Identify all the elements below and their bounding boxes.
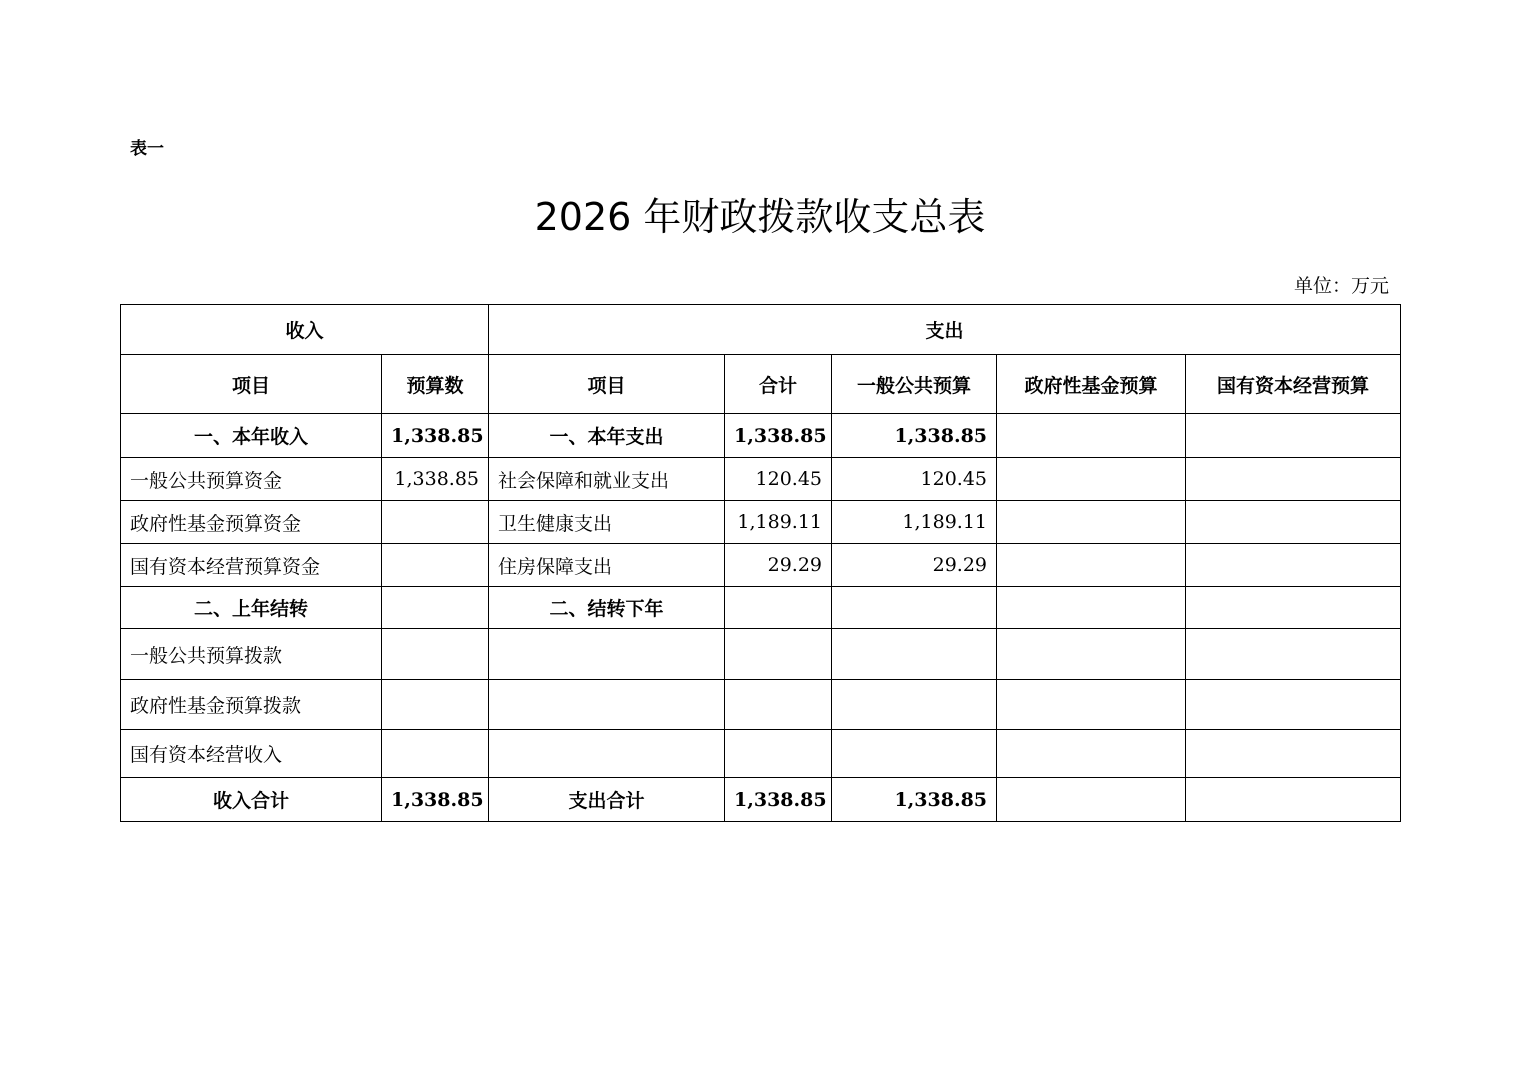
table-row xyxy=(121,501,1401,544)
state-capital-cell xyxy=(1186,458,1401,501)
gov-fund-cell xyxy=(997,544,1186,587)
table-row xyxy=(121,544,1401,587)
expense-total-cell xyxy=(725,730,832,778)
table-row xyxy=(121,629,1401,680)
income-group-header: 收入 xyxy=(121,305,489,355)
column-header-row xyxy=(121,355,1401,414)
unit-label: 单位：万元 xyxy=(1293,275,1389,297)
table-row xyxy=(121,458,1401,501)
income-item-cell: 国有资本经营预算资金 xyxy=(121,544,382,587)
income-budget-cell: 1,338.85 xyxy=(382,458,489,501)
expense-total-cell: 1,338.85 xyxy=(725,414,832,458)
income-item-cell: 国有资本经营收入 xyxy=(121,730,382,778)
expense-total-label: 支出合计 xyxy=(489,778,725,822)
general-public-cell xyxy=(832,730,997,778)
income-item-cell: 二、上年结转 xyxy=(121,587,382,629)
income-budget-cell xyxy=(382,587,489,629)
income-total-value: 1,338.85 xyxy=(382,778,489,822)
table-row xyxy=(121,587,1401,629)
page-title: 2026 年财政拨款收支总表 xyxy=(534,195,986,239)
general-public-cell: 1,189.11 xyxy=(832,501,997,544)
income-budget-cell xyxy=(382,680,489,730)
state-capital-cell xyxy=(1186,501,1401,544)
general-public-cell: 29.29 xyxy=(832,544,997,587)
expense-total-cell xyxy=(725,629,832,680)
gov-fund-cell xyxy=(997,730,1186,778)
general-public-total: 1,338.85 xyxy=(832,778,997,822)
table-label: 表一 xyxy=(130,139,164,159)
gov-fund-cell xyxy=(997,680,1186,730)
expense-item-cell xyxy=(489,730,725,778)
gov-fund-cell xyxy=(997,414,1186,458)
general-public-cell xyxy=(832,680,997,730)
expense-item-cell: 一、本年支出 xyxy=(489,414,725,458)
gov-fund-cell xyxy=(997,587,1186,629)
col-header-expense-item: 项目 xyxy=(489,355,725,414)
state-capital-cell xyxy=(1186,414,1401,458)
income-budget-cell xyxy=(382,501,489,544)
expense-total-cell: 1,189.11 xyxy=(725,501,832,544)
total-row xyxy=(121,778,1401,822)
expense-item-cell xyxy=(489,680,725,730)
state-capital-cell xyxy=(1186,680,1401,730)
income-total-label: 收入合计 xyxy=(121,778,382,822)
expense-total-cell xyxy=(725,680,832,730)
col-header-general-public: 一般公共预算 xyxy=(832,355,997,414)
income-item-cell: 政府性基金预算资金 xyxy=(121,501,382,544)
col-header-income-item: 项目 xyxy=(121,355,382,414)
general-public-cell xyxy=(832,629,997,680)
state-capital-cell xyxy=(1186,544,1401,587)
income-item-cell: 一般公共预算拨款 xyxy=(121,629,382,680)
table-row xyxy=(121,680,1401,730)
income-budget-cell xyxy=(382,730,489,778)
income-budget-cell xyxy=(382,629,489,680)
expense-item-cell: 卫生健康支出 xyxy=(489,501,725,544)
gov-fund-cell xyxy=(997,501,1186,544)
expense-group-header: 支出 xyxy=(489,305,1401,355)
income-budget-cell xyxy=(382,544,489,587)
col-header-gov-fund: 政府性基金预算 xyxy=(997,355,1186,414)
budget-table xyxy=(120,304,1401,822)
general-public-cell: 120.45 xyxy=(832,458,997,501)
table-row xyxy=(121,414,1401,458)
expense-item-cell xyxy=(489,629,725,680)
state-capital-cell xyxy=(1186,730,1401,778)
expense-total-value: 1,338.85 xyxy=(725,778,832,822)
state-capital-cell xyxy=(1186,629,1401,680)
general-public-cell xyxy=(832,587,997,629)
general-public-cell: 1,338.85 xyxy=(832,414,997,458)
expense-item-cell: 住房保障支出 xyxy=(489,544,725,587)
col-header-expense-total: 合计 xyxy=(725,355,832,414)
income-item-cell: 一般公共预算资金 xyxy=(121,458,382,501)
gov-fund-cell xyxy=(997,458,1186,501)
income-item-cell: 政府性基金预算拨款 xyxy=(121,680,382,730)
expense-total-cell xyxy=(725,587,832,629)
table-row xyxy=(121,730,1401,778)
state-capital-cell xyxy=(1186,587,1401,629)
expense-total-cell: 120.45 xyxy=(725,458,832,501)
col-header-income-budget: 预算数 xyxy=(382,355,489,414)
expense-item-cell: 社会保障和就业支出 xyxy=(489,458,725,501)
group-header-row xyxy=(121,305,1401,355)
expense-total-cell: 29.29 xyxy=(725,544,832,587)
gov-fund-total xyxy=(997,778,1186,822)
income-budget-cell: 1,338.85 xyxy=(382,414,489,458)
state-capital-total xyxy=(1186,778,1401,822)
col-header-state-capital: 国有资本经营预算 xyxy=(1186,355,1401,414)
income-item-cell: 一、本年收入 xyxy=(121,414,382,458)
gov-fund-cell xyxy=(997,629,1186,680)
expense-item-cell: 二、结转下年 xyxy=(489,587,725,629)
